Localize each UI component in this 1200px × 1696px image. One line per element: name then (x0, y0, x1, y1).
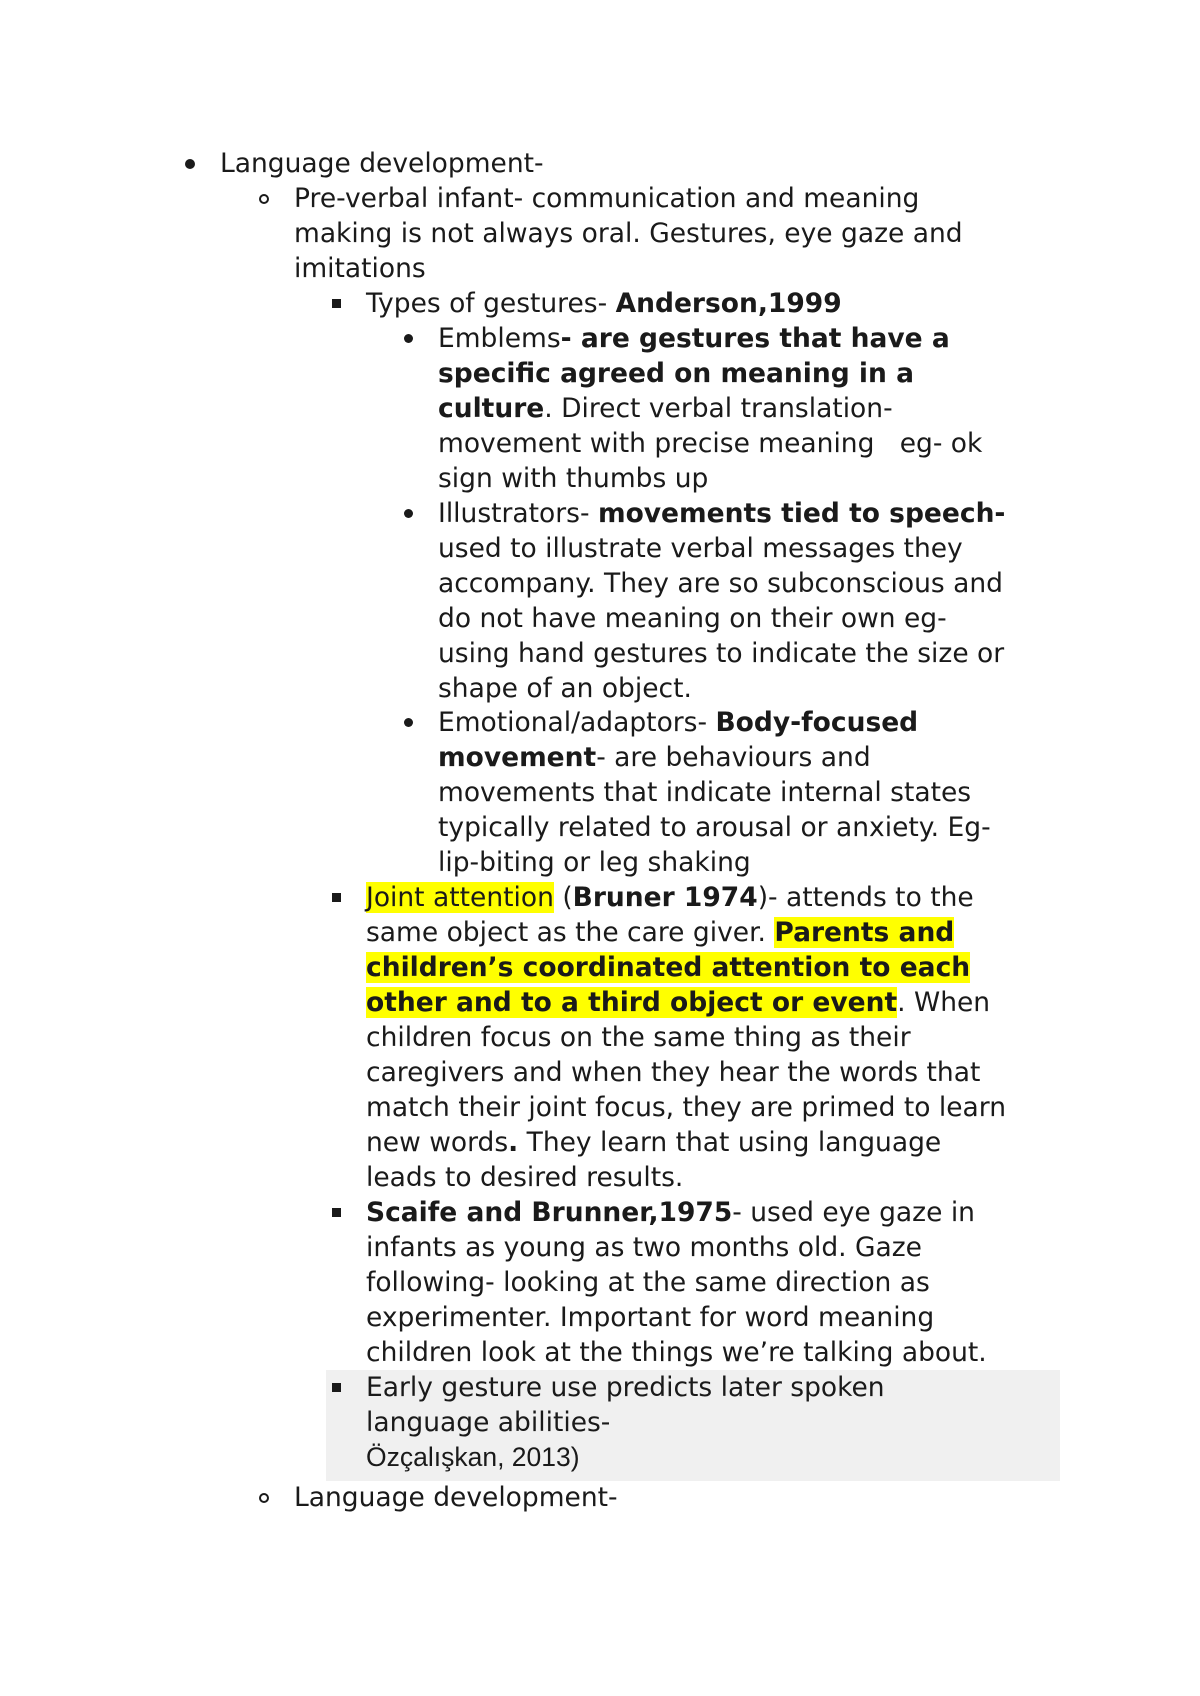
bold-text: specific agreed on meaning in a (438, 358, 914, 389)
list-item-types-of-gestures (326, 286, 842, 321)
text-line: Early gesture use predicts later spoken (366, 1372, 885, 1403)
text-line (438, 496, 1005, 531)
list-item-language-development-2 (254, 1480, 618, 1515)
item-text: Language development- (294, 1482, 618, 1513)
list-item-emblems (398, 321, 982, 496)
bullet-circle-icon (254, 1480, 274, 1515)
text-run: - used eye gaze in (732, 1197, 975, 1228)
text-line: sign with thumbs up (438, 463, 709, 494)
text-line: leads to desired results. (366, 1162, 684, 1193)
item-text: Language development- (220, 148, 544, 179)
text-line: experimenter. Important for word meaning (366, 1302, 935, 1333)
text-run: They learn that using language (518, 1127, 942, 1158)
bold-text: Body-focused (715, 707, 919, 738)
text-run: Emotional/adaptors- (438, 707, 716, 738)
text-line (438, 705, 991, 740)
text-line: typically related to arousal or anxiety. Eg- (438, 812, 991, 843)
highlighted-bold-text: children’s coordinated attention to each (366, 952, 971, 983)
text-line: used to illustrate verbal messages they (438, 533, 963, 564)
text-line (366, 985, 1006, 1020)
text-line: do not have meaning on their own eg- (438, 603, 947, 634)
text-line: Pre-verbal infant- communication and meaning (294, 183, 920, 214)
text-line (438, 321, 982, 356)
text-line (438, 740, 991, 775)
text-run: Emblems (438, 323, 561, 354)
text-line: children focus on the same thing as their (366, 1022, 911, 1053)
bold-text: . (508, 1127, 519, 1158)
citation: Özçalışkan, 2013) (366, 1442, 580, 1472)
bullet-square-icon (326, 880, 346, 915)
bold-text: culture (438, 393, 545, 424)
citation: Scaife and Brunner,1975 (366, 1197, 733, 1228)
text-line: lip-biting or leg shaking (438, 847, 751, 878)
text-run: - are behaviours and (596, 742, 871, 773)
text-line (438, 391, 982, 426)
text-run: Types of gestures- (366, 288, 616, 319)
list-item-language-development (180, 146, 544, 181)
text-line: children look at the things we’re talking about. (366, 1337, 987, 1368)
bold-text: movements tied to speech- (597, 498, 1006, 529)
text-run: Illustrators- (438, 498, 598, 529)
bullet-square-icon (326, 1195, 346, 1230)
text-line: infants as young as two months old. Gaze (366, 1232, 922, 1263)
text-line (366, 286, 842, 321)
list-item-joint-attention (326, 880, 1006, 1195)
text-run: new words (366, 1127, 509, 1158)
text-line: match their joint focus, they are primed to learn (366, 1092, 1006, 1123)
text-line: shape of an object. (438, 673, 692, 704)
text-line: caregivers and when they hear the words that (366, 1057, 981, 1088)
list-item-illustrators (398, 496, 1005, 706)
text-line (366, 1195, 987, 1230)
text-run: . Direct verbal translation- (544, 393, 893, 424)
text-line (366, 915, 1006, 950)
text-line: imitations (294, 253, 426, 284)
text-line: language abilities- (366, 1407, 611, 1438)
text-line (366, 1125, 1006, 1160)
list-item-early-gesture-use (326, 1370, 885, 1475)
citation: Anderson,1999 (615, 288, 842, 319)
text-run: ( (553, 882, 573, 913)
list-item-pre-verbal-infant (254, 181, 963, 286)
bullet-square-icon (326, 286, 346, 321)
bullet-circle-icon (254, 181, 274, 216)
text-line: movements that indicate internal states (438, 777, 972, 808)
bullet-disc-icon (398, 705, 418, 740)
bullet-disc-icon (180, 146, 200, 181)
bold-text: - are gestures that have a (560, 323, 950, 354)
bold-text: movement (438, 742, 597, 773)
highlighted-bold-text: Parents and (774, 917, 955, 948)
list-item-scaife-and-brunner (326, 1195, 987, 1370)
text-line: accompany. They are so subconscious and (438, 568, 1003, 599)
highlighted-text: Joint attention (366, 882, 554, 913)
text-line: making is not always oral. Gestures, eye gaze and (294, 218, 963, 249)
bullet-disc-icon (398, 321, 418, 356)
bullet-disc-icon (398, 496, 418, 531)
text-line: using hand gestures to indicate the size or (438, 638, 1005, 669)
text-run: same object as the care giver. (366, 917, 775, 948)
list-item-emotional-adaptors (398, 705, 991, 880)
text-line: following- looking at the same direction as (366, 1267, 930, 1298)
text-line (366, 950, 1006, 985)
text-line (366, 880, 1006, 915)
bullet-square-icon (326, 1370, 346, 1405)
citation: Bruner 1974 (572, 882, 758, 913)
text-line: movement with precise meaning eg- ok (438, 428, 983, 459)
highlighted-bold-text: other and to a third object or event (366, 987, 898, 1018)
text-run: . When (897, 987, 991, 1018)
text-run: )- attends to the (757, 882, 974, 913)
